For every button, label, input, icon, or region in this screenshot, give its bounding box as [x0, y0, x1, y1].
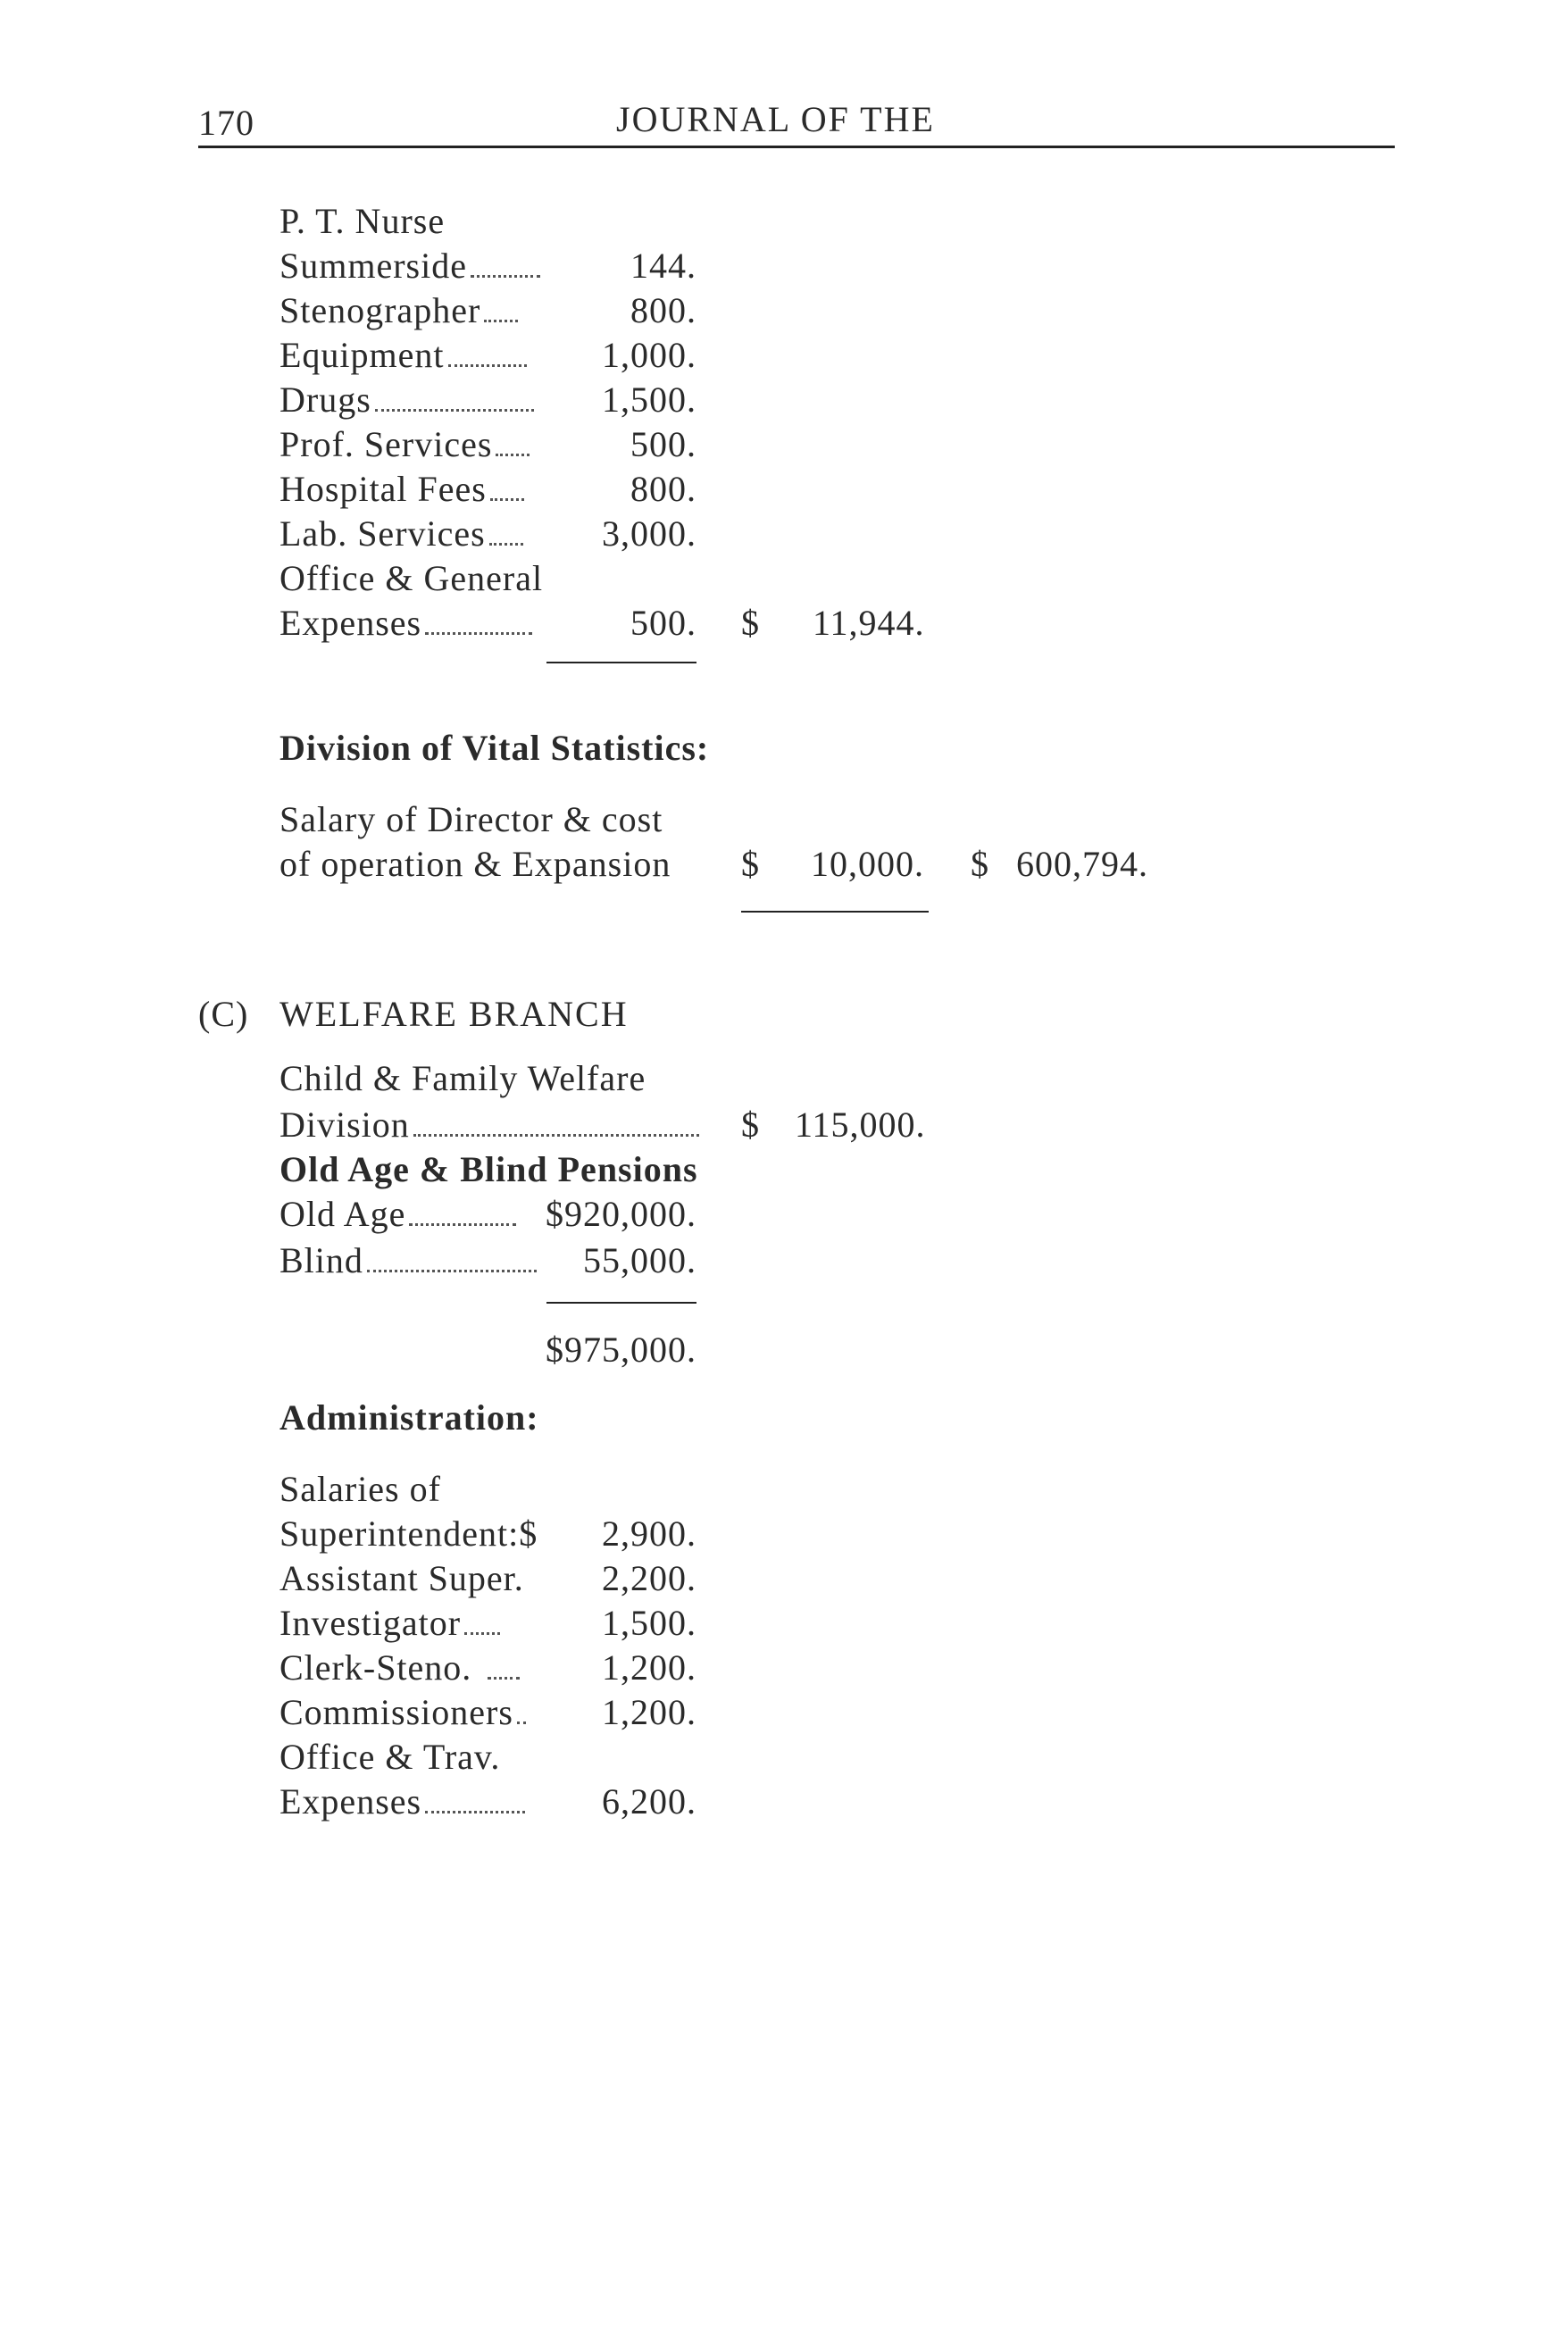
dollar-sign: $ [741, 1105, 760, 1145]
subtotal-rule [546, 662, 696, 663]
office-label-line1: Office & General [279, 558, 544, 598]
pension-amount: $920,000. [546, 1194, 696, 1234]
pensions-total: $975,000. [546, 1330, 696, 1370]
pensions-rule [546, 1302, 696, 1304]
admin-label: Commissioners [279, 1695, 526, 1730]
child-amount: 115,000. [795, 1105, 926, 1145]
admin-amount: 1,200. [602, 1647, 696, 1688]
pension-label: Old Age [279, 1196, 516, 1232]
section-marker: (C) [198, 994, 249, 1034]
health-items-total: 11,944. [813, 603, 925, 643]
admin-label: Clerk-Steno. [279, 1650, 520, 1686]
vital-line1: Salary of Director & cost [279, 799, 663, 839]
vital-statistics-heading: Division of Vital Statistics: [279, 728, 710, 768]
vital-line2: of operation & Expansion [279, 844, 671, 884]
admin-amount: 2,900. [602, 1513, 696, 1554]
admin-amount: 1,200. [602, 1692, 696, 1732]
item-label: Prof. Services [279, 427, 530, 463]
item-amount: 3,000. [602, 513, 696, 554]
pension-amount: 55,000. [583, 1240, 696, 1280]
item-label: Equipment [279, 338, 527, 373]
child-line2: Division [279, 1107, 699, 1143]
item-label: Stenographer [279, 293, 518, 329]
item-amount: 800. [630, 290, 696, 330]
page-number: 170 [198, 103, 254, 143]
item-label: Summerside [279, 248, 540, 284]
total-rule [741, 911, 929, 913]
dollar-sign: $ [741, 844, 760, 884]
vital-amount: 10,000. [811, 844, 924, 884]
dollar-sign: $ [741, 603, 760, 643]
item-amount: 1,000. [602, 335, 696, 375]
nurse-heading: P. T. Nurse [279, 201, 446, 241]
welfare-heading: WELFARE BRANCH [279, 994, 629, 1034]
office-label-line2: Expenses [279, 605, 532, 641]
admin-label: Superintendent:$ [279, 1513, 538, 1554]
item-amount: 144. [630, 246, 696, 286]
item-label: Drugs [279, 382, 534, 418]
admin-amount: 1,500. [602, 1603, 696, 1643]
header-rule [198, 146, 1395, 148]
grand-total: 600,794. [1016, 844, 1148, 884]
item-amount: 1,500. [602, 379, 696, 420]
item-label: Lab. Services [279, 516, 523, 552]
item-amount: 500. [630, 424, 696, 464]
admin-label: Assistant Super. [279, 1558, 524, 1598]
admin-label: Investigator [279, 1605, 500, 1641]
item-label: Hospital Fees [279, 471, 524, 507]
office-amount: 500. [630, 603, 696, 643]
administration-heading: Administration: [279, 1397, 539, 1438]
admin-office-line2: Expenses [279, 1784, 525, 1820]
salaries-of: Salaries of [279, 1469, 441, 1509]
dollar-sign: $ [971, 844, 989, 884]
item-amount: 800. [630, 469, 696, 509]
admin-amount: 2,200. [602, 1558, 696, 1598]
pensions-heading: Old Age & Blind Pensions [279, 1149, 698, 1189]
admin-office-amount: 6,200. [602, 1781, 696, 1822]
admin-office-line1: Office & Trav. [279, 1737, 501, 1777]
journal-title: JOURNAL OF THE [616, 99, 935, 139]
child-line1: Child & Family Welfare [279, 1058, 646, 1098]
pension-label: Blind [279, 1243, 537, 1279]
